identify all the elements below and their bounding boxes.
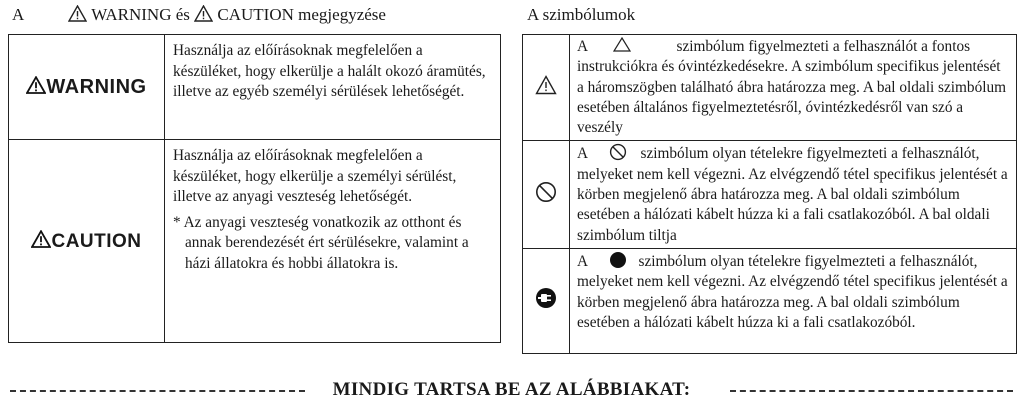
caution-text-cell xyxy=(165,140,501,343)
warning-triangle-icon xyxy=(535,75,557,95)
warning-triangle-icon xyxy=(68,5,87,22)
symbol-prefix: A xyxy=(577,38,588,55)
warning-text-cell xyxy=(165,35,501,140)
prohibition-icon xyxy=(535,181,557,203)
symbol-text-cell xyxy=(570,35,1017,141)
symbol-text xyxy=(577,37,1011,138)
symbol-description: szimbólum figyelmezteti a felhasználót a fontos instrukciókra és óvintézkedésekre. A szimbólum specifikus jelentését a háromszögben található ábra határozza meg. A bal oldali szimbólum esetében általános figyelmeztetésről, óvintézkedésről van szó a veszély xyxy=(577,38,1007,137)
caution-label: CAUTION xyxy=(51,230,142,252)
symbol-row xyxy=(523,141,1017,248)
warning-text: Használja az előírásoknak megfelelően a készüléket, hogy elkerülje a halált okozó áramütés, illetve az egyéb személyi sérülések lehetőségét. xyxy=(173,42,486,100)
warning-triangle-icon xyxy=(194,5,213,22)
caution-text: Használja az előírásoknak megfelelően a készüléket, hogy elkerülje a személyi sérülést, illetve az anyagi veszteség lehetőségét. xyxy=(173,147,457,205)
caution-label-cell xyxy=(9,140,165,343)
heading-caution-word: CAUTION xyxy=(217,5,294,24)
symbol-row xyxy=(523,35,1017,141)
warning-triangle-icon xyxy=(31,230,51,248)
symbol-icon-cell xyxy=(523,141,570,248)
caution-note: * Az anyagi veszteség vonatkozik az otthont és annak berendezését ért sérülésekre, valamint a házi állatokra és hobbi állatokra is. xyxy=(173,213,469,272)
warning-label-cell xyxy=(9,35,165,140)
symbols-table xyxy=(522,34,1017,354)
symbol-text-cell xyxy=(570,248,1017,353)
warning-row xyxy=(9,35,501,140)
notice-table xyxy=(8,34,501,343)
filled-circle-icon xyxy=(609,251,627,269)
symbol-description: szimbólum olyan tételekre figyelmezteti a felhasználót, melyeket nem kell végezni. Az elvégzendő tétel specifikus jelentését a körben megjelenő ábra határozza meg. A bal oldali szimbólum esetében a hálózati kábelt húzza ki a fali csatlakozóból. xyxy=(577,252,1008,331)
symbol-icon-cell xyxy=(523,248,570,353)
left-section-heading xyxy=(12,5,386,25)
symbol-prefix: A xyxy=(577,145,588,163)
heading-middle: és xyxy=(175,5,190,24)
heading-suffix: megjegyzése xyxy=(298,5,386,24)
warning-label: WARNING xyxy=(46,75,147,98)
right-section-heading: A szimbólumok xyxy=(527,5,636,24)
heading-prefix: A xyxy=(12,5,25,24)
symbol-text xyxy=(577,143,1011,245)
symbol-icon-cell xyxy=(523,35,570,141)
symbol-row xyxy=(523,248,1017,353)
caution-row xyxy=(9,140,501,343)
symbol-prefix: A xyxy=(577,252,588,270)
symbol-text xyxy=(577,251,1011,333)
unplug-icon xyxy=(535,287,557,309)
footer-title-text: MINDIG TARTSA BE AZ ALÁBBIAKAT: xyxy=(323,379,701,400)
triangle-outline-icon xyxy=(613,37,631,52)
footer-title xyxy=(0,379,1023,401)
heading-warning-word: WARNING xyxy=(91,5,172,24)
symbol-text-cell xyxy=(570,141,1017,248)
prohibition-icon xyxy=(609,143,627,161)
warning-triangle-icon xyxy=(26,76,46,94)
symbol-description: szimbólum olyan tételekre figyelmezteti a felhasználót, melyeket nem kell végezni. Az elvégzendő tétel specifikus jelentését a körben megjelenő ábra határozza meg. A bal oldali szimbólum esetében a hálózati kábelt húzza ki a fali csatlakozóból. A bal oldali szimbólum tiltja xyxy=(577,145,1008,244)
